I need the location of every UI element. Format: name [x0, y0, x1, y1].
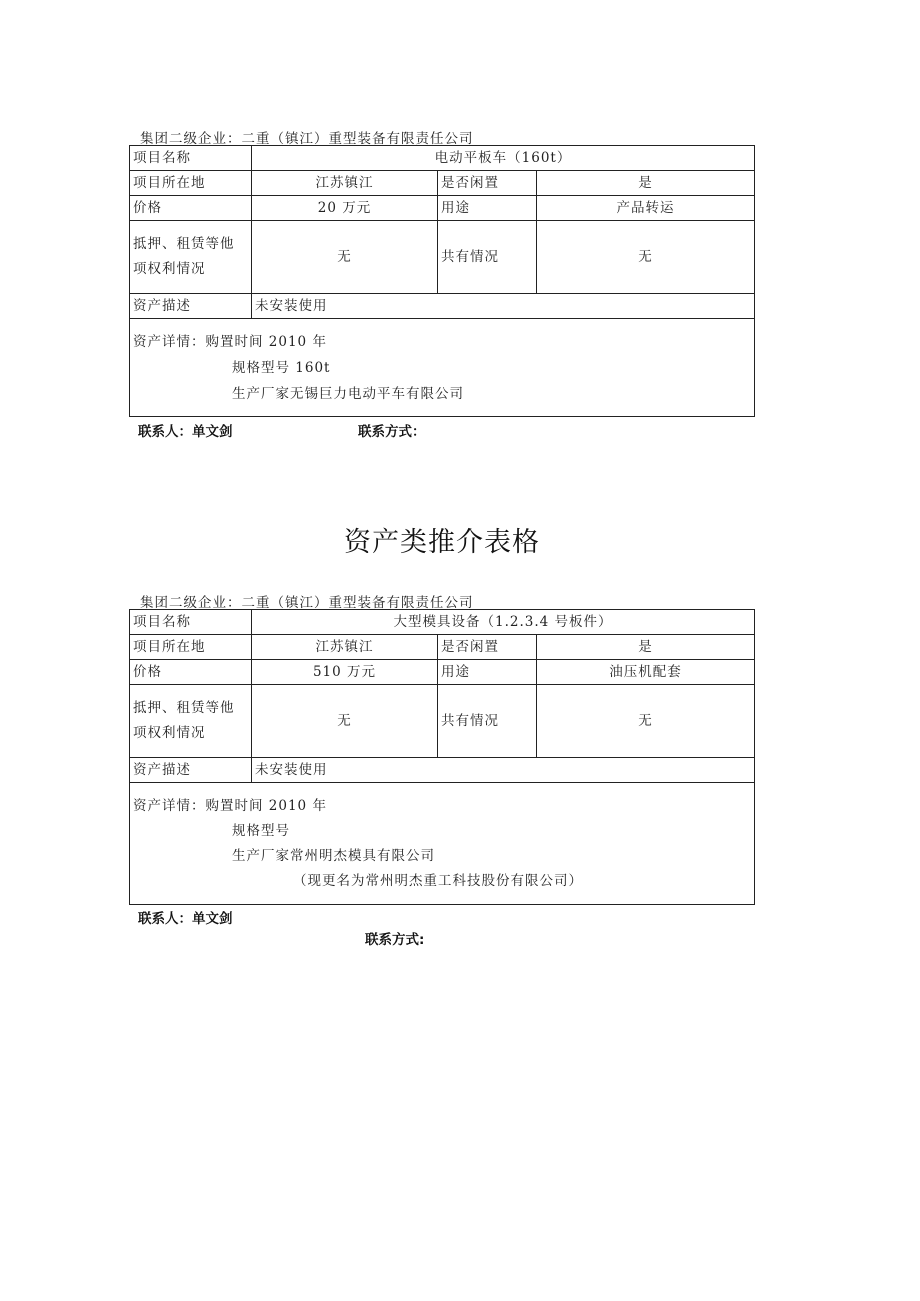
contact-method: 联系方式： — [358, 424, 426, 440]
detail-line: 规格型号 160t — [232, 359, 331, 376]
contact-person: 联系人：单文剑 — [138, 424, 233, 440]
desc-value: 未安装使用 — [252, 758, 755, 783]
name-label: 项目名称 — [130, 146, 252, 171]
detail-line: 资产详情：购置时间 2010 年 — [133, 797, 327, 814]
shared-label: 共有情况 — [438, 685, 537, 758]
rights-value: 无 — [252, 221, 438, 294]
company-line: 集团二级企业：二重（镇江）重型装备有限责任公司 — [140, 595, 474, 611]
rights-label-line-1: 抵押、租赁等他 — [133, 700, 235, 716]
location-label: 项目所在地 — [130, 635, 252, 660]
location-value: 江苏镇江 — [252, 635, 438, 660]
detail-line: 规格型号 — [232, 822, 290, 839]
contact-method: 联系方式: — [365, 932, 425, 948]
idle-label: 是否闲置 — [438, 635, 537, 660]
desc-label: 资产描述 — [130, 758, 252, 783]
section-title: 资产类推介表格 — [344, 527, 540, 558]
idle-label: 是否闲置 — [438, 171, 537, 196]
price-value: 510 万元 — [252, 660, 438, 685]
detail-line: 生产厂家常州明杰模具有限公司 — [232, 847, 435, 864]
price-label: 价格 — [130, 196, 252, 221]
asset-table — [129, 609, 755, 905]
detail-line: （现更名为常州明杰重工科技股份有限公司） — [293, 872, 583, 889]
idle-value: 是 — [537, 171, 755, 196]
use-value: 油压机配套 — [537, 660, 755, 685]
details-cell — [130, 319, 755, 417]
shared-label: 共有情况 — [438, 221, 537, 294]
price-value: 20 万元 — [252, 196, 438, 221]
details-cell — [130, 783, 755, 905]
rights-label-line-1: 抵押、租赁等他 — [133, 236, 235, 252]
detail-line: 生产厂家无锡巨力电动平车有限公司 — [232, 385, 464, 402]
use-label: 用途 — [438, 660, 537, 685]
location-value: 江苏镇江 — [252, 171, 438, 196]
name-label: 项目名称 — [130, 610, 252, 635]
location-label: 项目所在地 — [130, 171, 252, 196]
shared-value: 无 — [537, 221, 755, 294]
desc-label: 资产描述 — [130, 294, 252, 319]
use-value: 产品转运 — [537, 196, 755, 221]
asset-table — [129, 145, 755, 417]
company-line: 集团二级企业：二重（镇江）重型装备有限责任公司 — [140, 131, 474, 147]
desc-value: 未安装使用 — [252, 294, 755, 319]
use-label: 用途 — [438, 196, 537, 221]
rights-label-line-2: 项权利情况 — [133, 725, 206, 741]
name-value: 大型模具设备（1.2.3.4 号板件） — [252, 610, 755, 635]
rights-label — [130, 685, 252, 758]
price-label: 价格 — [130, 660, 252, 685]
idle-value: 是 — [537, 635, 755, 660]
rights-label — [130, 221, 252, 294]
name-value: 电动平板车（160t） — [252, 146, 755, 171]
shared-value: 无 — [537, 685, 755, 758]
detail-line: 资产详情：购置时间 2010 年 — [133, 333, 327, 350]
rights-value: 无 — [252, 685, 438, 758]
rights-label-line-2: 项权利情况 — [133, 261, 206, 277]
contact-person: 联系人：单文剑 — [138, 911, 233, 927]
